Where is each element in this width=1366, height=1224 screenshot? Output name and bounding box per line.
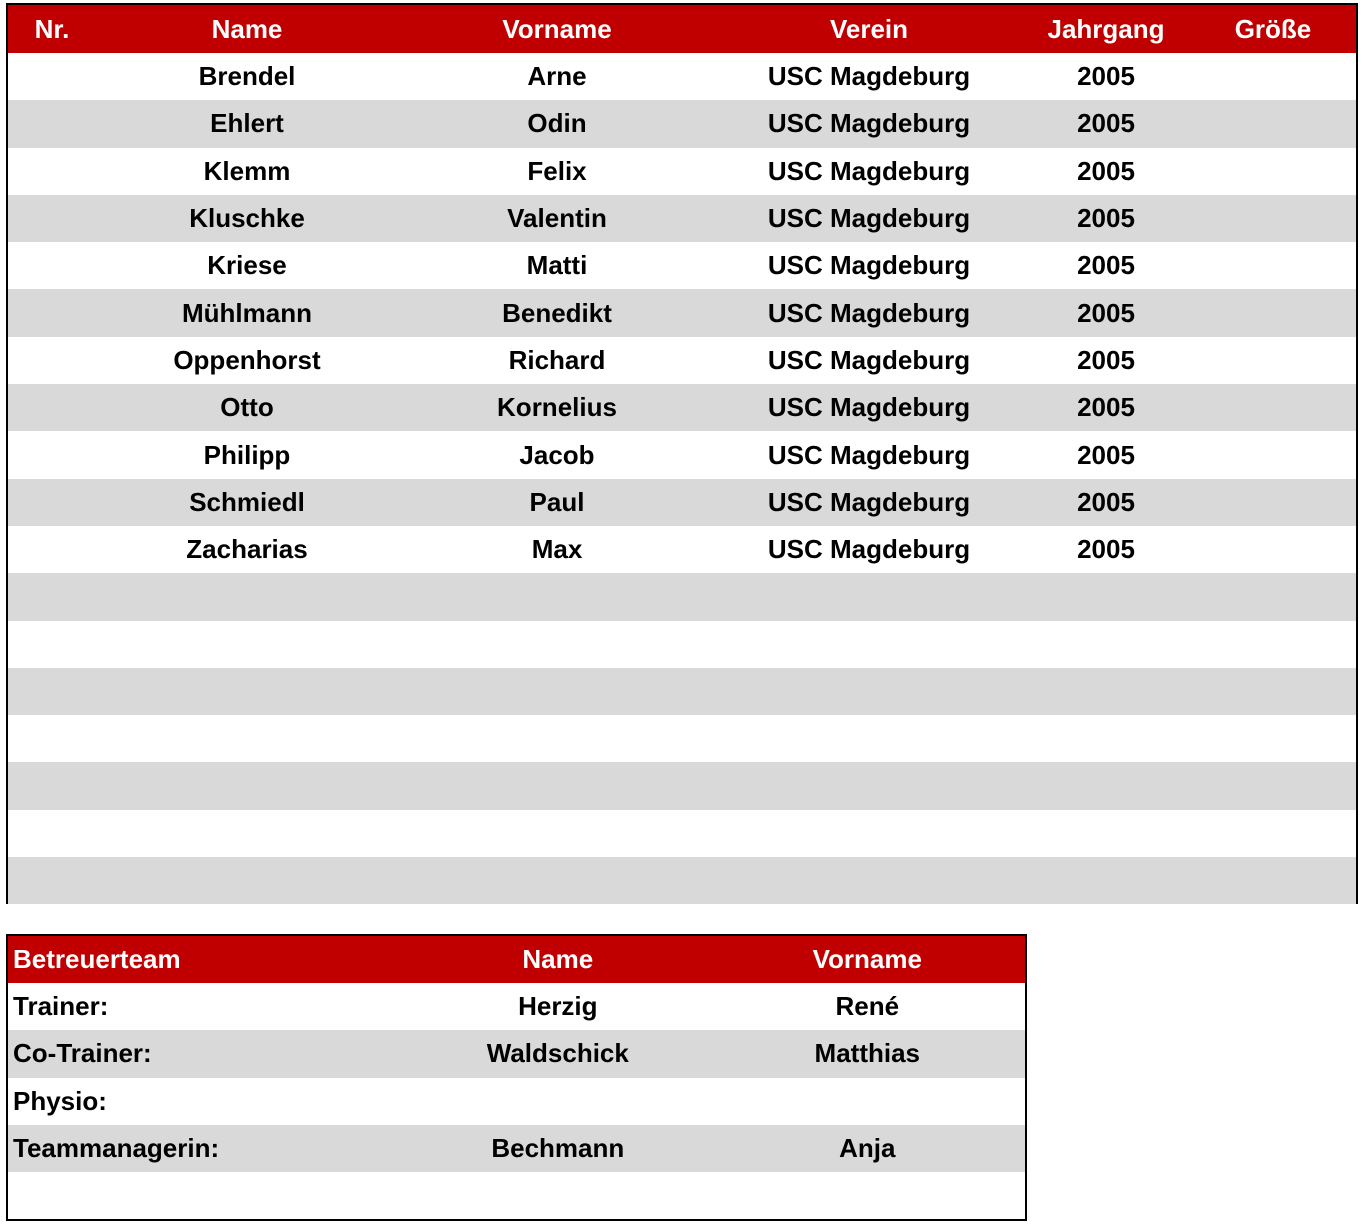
cell-vorname: Jacob	[519, 439, 595, 470]
cell-jahrgang: 2005	[1077, 108, 1135, 139]
cell-staff-vorname: Anja	[839, 1132, 896, 1163]
staff-body	[8, 983, 1025, 1219]
cell-vorname: Felix	[527, 155, 587, 186]
table-row	[8, 810, 1356, 857]
cell-jahrgang: 2005	[1077, 344, 1135, 375]
cell-verein: USC Magdeburg	[767, 250, 971, 281]
cell-vorname: Odin	[527, 108, 587, 139]
cell-verein: USC Magdeburg	[767, 392, 971, 423]
table-row	[8, 479, 1356, 526]
table-row	[8, 1078, 1025, 1125]
header-name: Name	[211, 13, 283, 44]
cell-role: Teammanagerin:	[13, 1132, 220, 1163]
cell-vorname: Benedikt	[502, 297, 612, 328]
cell-verein: USC Magdeburg	[767, 203, 971, 234]
players-body	[8, 53, 1356, 904]
cell-name: Klemm	[203, 155, 291, 186]
cell-staff-name: Herzig	[518, 991, 598, 1022]
cell-name: Mühlmann	[182, 297, 312, 328]
cell-vorname: Paul	[529, 486, 585, 517]
table-row	[8, 1030, 1025, 1077]
cell-name: Otto	[220, 392, 274, 423]
staff-header-row	[8, 936, 1025, 983]
cell-jahrgang: 2005	[1077, 297, 1135, 328]
cell-vorname: Richard	[508, 344, 606, 375]
cell-jahrgang: 2005	[1077, 61, 1135, 92]
cell-vorname: Kornelius	[497, 392, 617, 423]
cell-verein: USC Magdeburg	[767, 344, 971, 375]
cell-role: Co-Trainer:	[13, 1038, 152, 1069]
table-row	[8, 1172, 1025, 1219]
table-row	[8, 762, 1356, 809]
cell-jahrgang: 2005	[1077, 392, 1135, 423]
table-row	[8, 715, 1356, 762]
cell-jahrgang: 2005	[1077, 534, 1135, 565]
header-nr: Nr.	[34, 13, 70, 44]
header-verein: Verein	[829, 13, 909, 44]
players-header-row	[8, 5, 1356, 53]
cell-jahrgang: 2005	[1077, 439, 1135, 470]
table-row	[8, 148, 1356, 195]
cell-vorname: Matti	[526, 250, 588, 281]
cell-name: Philipp	[203, 439, 291, 470]
cell-role: Physio:	[13, 1085, 107, 1116]
cell-vorname: Arne	[527, 61, 587, 92]
table-row	[8, 289, 1356, 336]
table-row	[8, 384, 1356, 431]
cell-name: Kriese	[207, 250, 287, 281]
cell-staff-name: Bechmann	[491, 1132, 625, 1163]
cell-staff-vorname: René	[835, 991, 900, 1022]
cell-name: Ehlert	[210, 108, 284, 139]
cell-jahrgang: 2005	[1077, 155, 1135, 186]
cell-jahrgang: 2005	[1077, 250, 1135, 281]
table-row	[8, 621, 1356, 668]
table-row	[8, 983, 1025, 1030]
cell-name: Brendel	[198, 61, 296, 92]
cell-verein: USC Magdeburg	[767, 108, 971, 139]
header-vorname: Vorname	[502, 13, 612, 44]
cell-jahrgang: 2005	[1077, 203, 1135, 234]
cell-jahrgang: 2005	[1077, 486, 1135, 517]
table-row	[8, 337, 1356, 384]
cell-name: Schmiedl	[189, 486, 305, 517]
table-row	[8, 526, 1356, 573]
cell-verein: USC Magdeburg	[767, 486, 971, 517]
cell-role: Trainer:	[13, 991, 109, 1022]
players-table	[6, 3, 1358, 904]
table-row	[8, 668, 1356, 715]
table-row	[8, 431, 1356, 478]
cell-staff-name: Waldschick	[486, 1038, 629, 1069]
cell-verein: USC Magdeburg	[767, 439, 971, 470]
cell-name: Oppenhorst	[173, 344, 321, 375]
table-row	[8, 195, 1356, 242]
table-row	[8, 242, 1356, 289]
cell-verein: USC Magdeburg	[767, 534, 971, 565]
cell-verein: USC Magdeburg	[767, 61, 971, 92]
cell-name: Zacharias	[186, 534, 308, 565]
header-groesse: Größe	[1234, 13, 1312, 44]
table-row	[8, 573, 1356, 620]
staff-table	[6, 934, 1027, 1221]
cell-vorname: Max	[531, 534, 583, 565]
header-staff-name: Name	[522, 944, 594, 975]
table-row	[8, 100, 1356, 147]
header-jahrgang: Jahrgang	[1047, 13, 1165, 44]
header-staff-vorname: Vorname	[812, 944, 922, 975]
table-row	[8, 857, 1356, 904]
cell-staff-vorname: Matthias	[814, 1038, 921, 1069]
cell-name: Kluschke	[189, 203, 305, 234]
table-row	[8, 1125, 1025, 1172]
table-row	[8, 53, 1356, 100]
cell-verein: USC Magdeburg	[767, 297, 971, 328]
cell-vorname: Valentin	[507, 203, 607, 234]
header-betreuerteam: Betreuerteam	[13, 944, 181, 975]
cell-verein: USC Magdeburg	[767, 155, 971, 186]
